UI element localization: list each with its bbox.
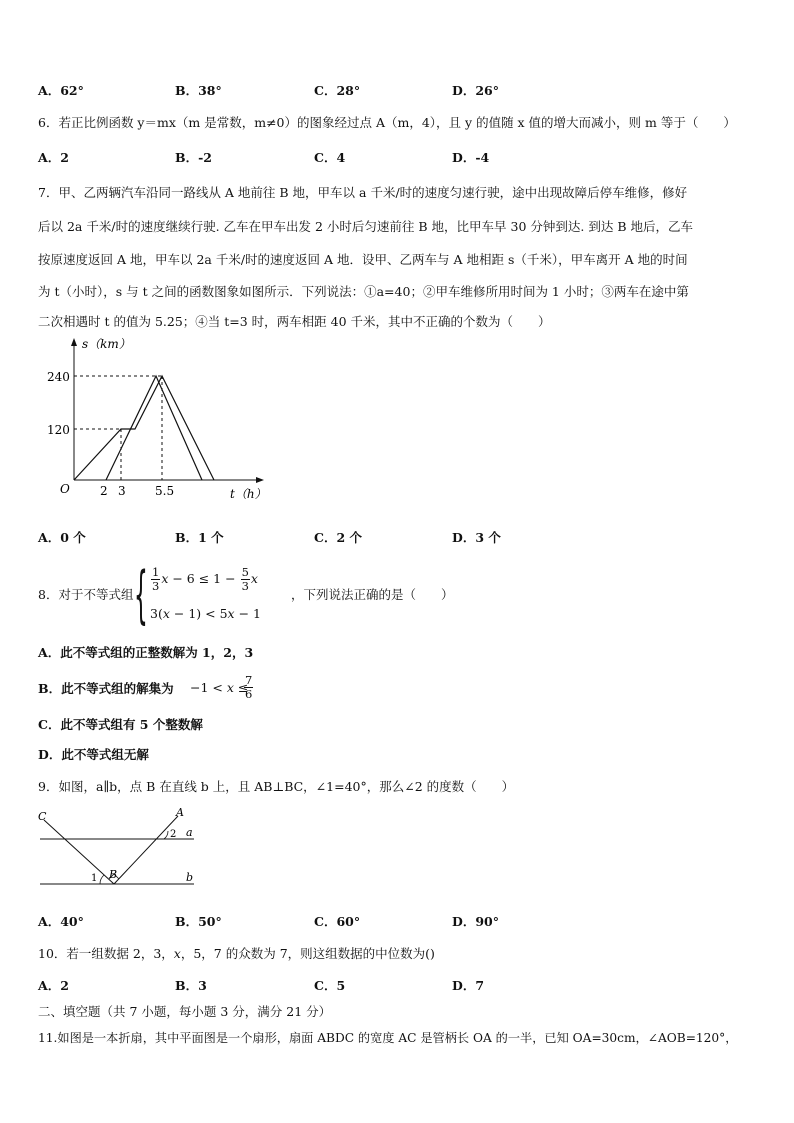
q9-label-angle-1: 1 xyxy=(91,873,98,884)
q9-label-b-point: B xyxy=(109,868,118,881)
q7-x-tick-3: 3 xyxy=(118,484,126,498)
q7-y-tick-120: 120 xyxy=(47,423,70,437)
q9-text: 9．如图，a∥b，点 B 在直线 b 上，且 AB⊥BC，∠1=40°，那么∠2 的度数（ ） xyxy=(38,779,515,794)
q9-option-c: C．60° xyxy=(314,914,361,929)
q9-label-a: A xyxy=(176,806,184,819)
q7-x-axis-label: t（h） xyxy=(230,487,267,501)
q7-graph xyxy=(38,332,278,512)
q8-suffix: ，下列说法正确的是（ ） xyxy=(291,587,454,602)
q6-option-d: D．-4 xyxy=(452,150,490,165)
q7-y-axis-arrow xyxy=(71,338,77,346)
q7-line-4: 为 t（小时），s 与 t 之间的函数图象如图所示．下列说法：①a=40；②甲车维修所用时间为 1 小时；③两车在途中第 xyxy=(38,284,689,299)
q5-option-b: B．38° xyxy=(175,83,222,98)
q10-variable-x: x xyxy=(173,946,181,961)
q7-origin-label: O xyxy=(60,482,70,496)
q9-figure xyxy=(36,806,206,884)
q9-label-line-b: b xyxy=(186,871,194,884)
q7-option-d: D．3 个 xyxy=(452,530,501,545)
q7-x-tick-5-5: 5.5 xyxy=(155,484,175,498)
q7-line-car-jia xyxy=(74,376,214,480)
q9-option-a: A．40° xyxy=(38,914,84,929)
q7-x-axis-arrow xyxy=(256,477,264,483)
q5-option-c: C．28° xyxy=(314,83,361,98)
q10-option-b: B．3 xyxy=(175,978,207,993)
q7-y-axis-label: s（km） xyxy=(82,337,131,351)
q6-options xyxy=(0,152,794,168)
q9-segment-ab xyxy=(114,816,178,884)
q7-option-b: B．1 个 xyxy=(175,530,224,545)
q5-option-d: D．26° xyxy=(452,83,499,98)
q7-y-tick-240: 240 xyxy=(47,370,70,384)
q9-angle-1-arc xyxy=(100,875,104,884)
q8-prefix: 8．对于不等式组 xyxy=(38,587,134,602)
q8-inequality-1: $\frac{1}{3}$ x − 6 ≤ 1 − $\frac{5}{3}$ x xyxy=(152,565,258,593)
q6-option-b: B．-2 xyxy=(175,150,212,165)
q5-option-a: A．62° xyxy=(38,83,84,98)
q8-option-a: A．此不等式组的正整数解为 1，2，3 xyxy=(38,645,254,660)
q11-text: 11.如图是一本折扇，其中平面图是一个扇形，扇面 ABDC 的宽度 AC 是管柄长 OA 的一半，已知 OA=30cm，∠AOB=120°， xyxy=(38,1031,738,1045)
q7-option-c: C．2 个 xyxy=(314,530,362,545)
q9-label-c: C xyxy=(38,810,47,823)
q7-line-3: 按原速度返回 A 地，甲车以 2a 千米/时的速度返回 A 地．设甲、乙两车与 A 地相距 s（千米），甲车离开 A 地的时间 xyxy=(38,252,688,267)
section-fill-in-title: 二、填空题（共 7 小题，每小题 3 分，满分 21 分） xyxy=(38,1004,332,1019)
q7-x-tick-2: 2 xyxy=(100,484,108,498)
q6-option-c: C．4 xyxy=(314,150,346,165)
q10-option-c: C．5 xyxy=(314,978,346,993)
q8-inequality-2: 3(x − 1) < 5x − 1 xyxy=(150,606,261,621)
q10-text xyxy=(38,948,435,961)
q7-line-5: 二次相遇时 t 的值为 5.25；④当 t=3 时，两车相距 40 千米，其中不正确的个数为（ ） xyxy=(38,314,551,329)
q9-label-line-a: a xyxy=(186,826,193,839)
q6-option-a: A．2 xyxy=(38,150,69,165)
q10-option-d: D．7 xyxy=(452,978,485,993)
q8-brace: { xyxy=(134,558,148,631)
q8-option-b: B．此不等式组的解集为 xyxy=(38,681,174,696)
q7-line-2: 后以 2a 千米/时的速度继续行驶. 乙车在甲车出发 2 小时后匀速前往 B 地，比甲车早 30 分钟到达. 到达 B 地后，乙车 xyxy=(38,219,693,234)
q6-text: 6．若正比例函数 y＝mx（m 是常数，m≠0）的图象经过点 A（m，4），且 y 的值随 x 值的增大而减小，则 m 等于（ ） xyxy=(38,115,736,130)
q8-option-b-math: −1 < x ≤ xyxy=(190,680,249,695)
q8-frac-7-6: $\frac{7}{6}$ xyxy=(245,673,253,701)
q9-option-d: D．90° xyxy=(452,914,499,929)
q7-options xyxy=(0,532,794,548)
q9-option-b: B．50° xyxy=(175,914,222,929)
q10-option-a: A．2 xyxy=(38,978,69,993)
q5-options xyxy=(0,85,794,101)
q8-frac-5-3: $\frac{5}{3}$ xyxy=(241,565,249,593)
q9-label-angle-2: 2 xyxy=(170,829,177,840)
q8-option-c: C．此不等式组有 5 个整数解 xyxy=(38,717,203,732)
q9-angle-2-arc xyxy=(164,831,168,839)
q7-line-1: 7．甲、乙两辆汽车沿同一路线从 A 地前往 B 地，甲车以 a 千米/时的速度匀速行驶，途中出现故障后停车维修，修好 xyxy=(38,185,688,200)
q8-frac-1-3: $\frac{1}{3}$ xyxy=(152,565,160,593)
q10-text-after: ，5，7 的众数为 7，则这组数据的中位数为() xyxy=(180,946,435,961)
q8-option-d: D．此不等式组无解 xyxy=(38,747,149,762)
q10-options xyxy=(0,980,794,996)
q10-text-before: 10．若一组数据 2，3， xyxy=(38,946,174,961)
q7-option-a: A．0 个 xyxy=(38,530,86,545)
q9-segment-bc xyxy=(44,820,114,884)
q9-options xyxy=(0,916,794,932)
